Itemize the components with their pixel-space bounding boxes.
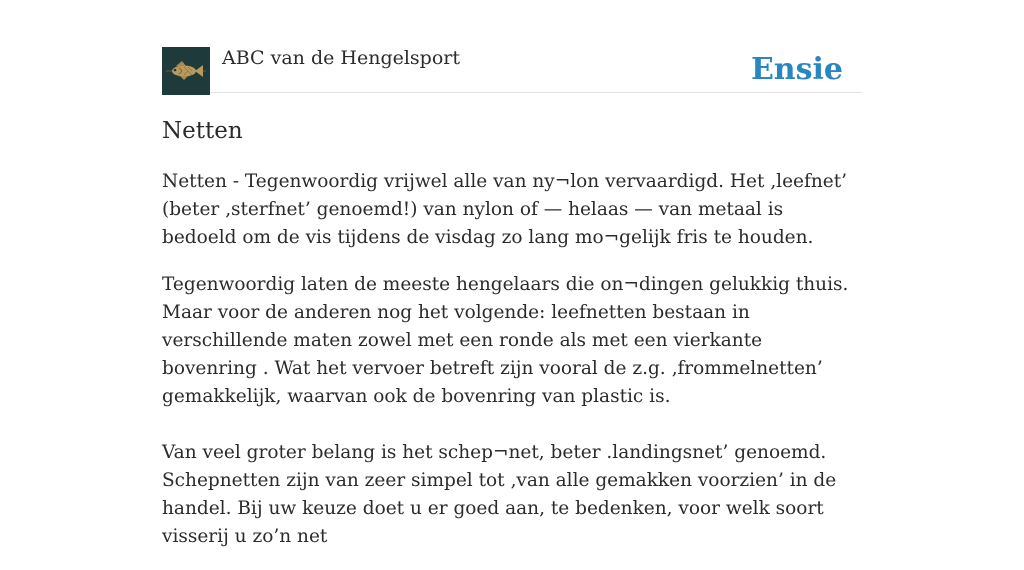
fish-logo-icon[interactable] bbox=[162, 47, 210, 95]
source-header bbox=[162, 46, 862, 93]
article-body bbox=[162, 168, 862, 570]
brand-logo[interactable]: Ensie bbox=[750, 52, 843, 87]
page-title: Netten bbox=[162, 118, 243, 144]
article-paragraph: Tegenwoordig laten de meeste hengelaars die on¬dingen gelukkig thuis. Maar voor de anderen nog het volgende: leefnetten bestaan in verschillende maten zowel met een ronde als met een vierkante bovenring . Wat het vervoer betreft zijn vooral de z.g. ‚frommelnetten’ gemakkelijk, waarvan ook de bovenring van plastic is. Van veel groter belang is het schep¬net, beter .landingsnet’ genoemd. Schepnetten zijn van zeer simpel tot ‚van alle gemakken voorzien’ in de handel. Bij uw keuze doet u er goed aan, te bedenken, voor welk soort visserij u zo’n net bbox=[162, 274, 849, 547]
source-title[interactable]: ABC van de Hengelsport bbox=[222, 47, 461, 69]
article-paragraph: Netten - Tegenwoordig vrijwel alle van ny¬lon vervaardigd. Het ‚leefnet’ (beter ‚sterfnet’ genoemd!) van nylon of — helaas — van metaal is bedoeld om de vis tijdens de visdag zo lang mo¬gelijk fris te houden. bbox=[162, 171, 848, 248]
